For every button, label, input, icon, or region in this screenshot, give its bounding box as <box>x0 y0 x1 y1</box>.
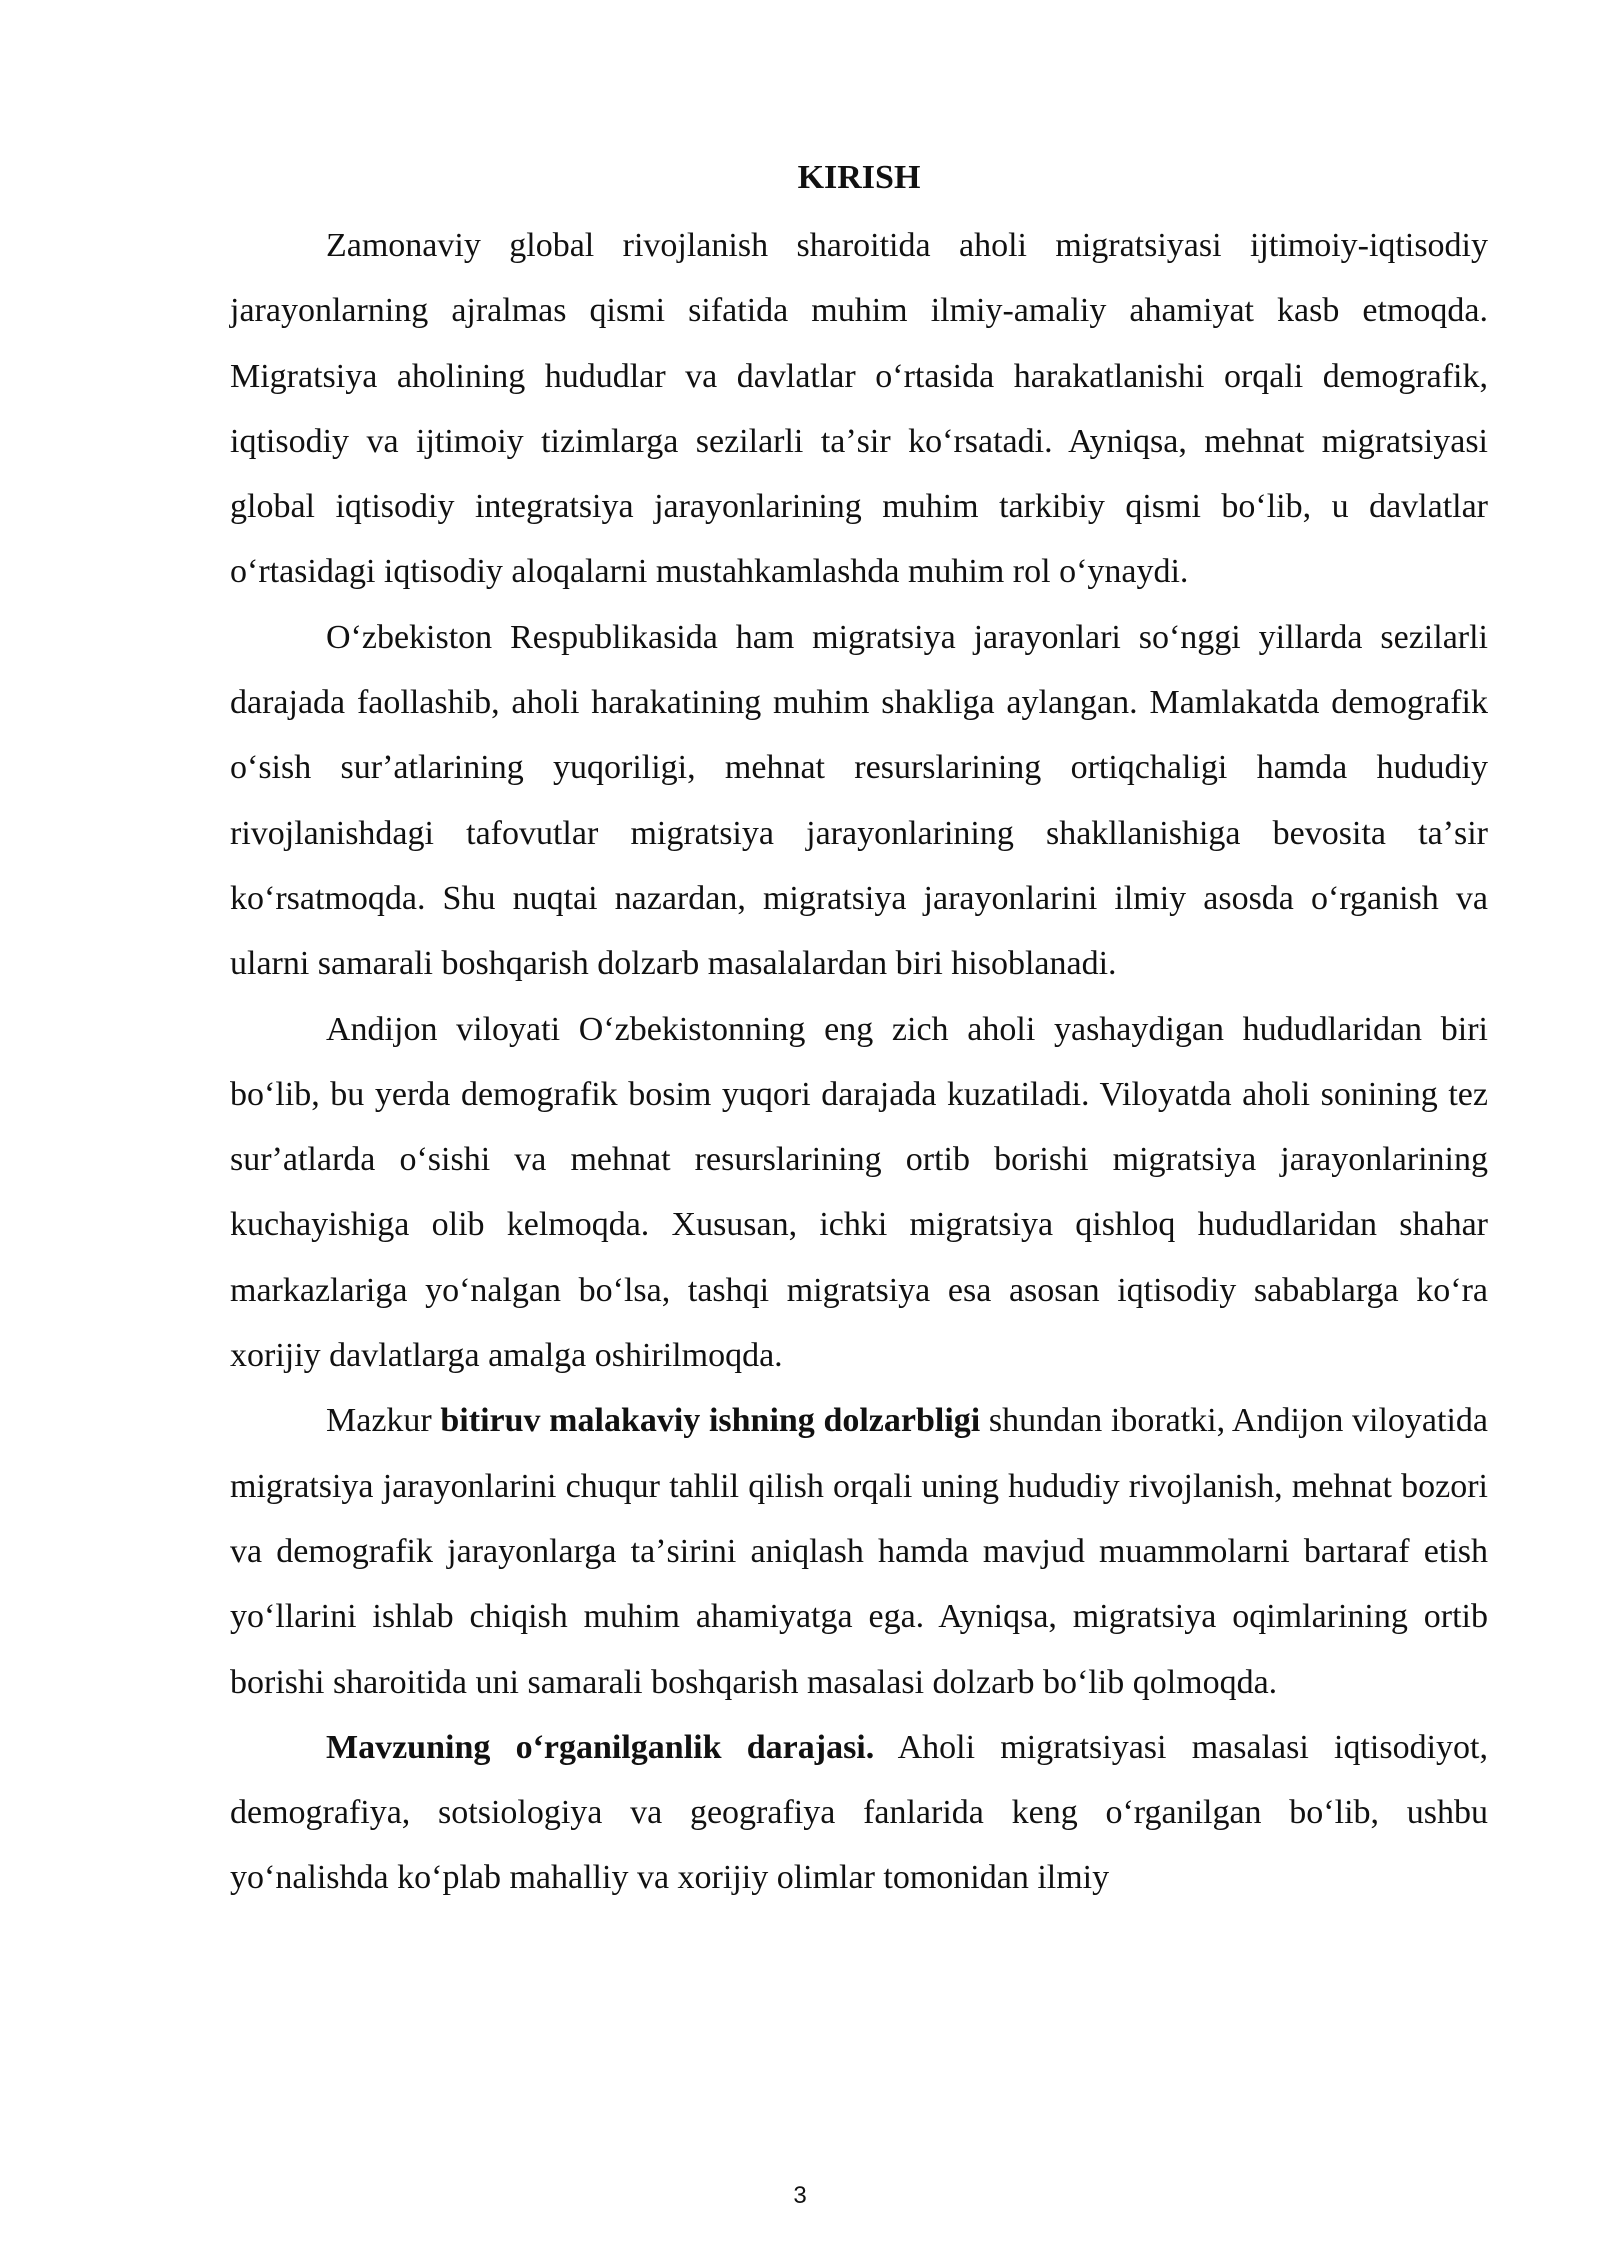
paragraph-4-rest: shundan iboratki, Andijon viloyatida migratsiya jarayonlarini chuqur tahlil qilish orqali uning hududiy rivojlanish, mehnat bozori va demografik jarayonlarga taʼsirini aniqlash hamda mavjud muammolarni bartaraf etish yoʻllarini ishlab chiqish muhim ahamiyatga ega. Ayniqsa, migratsiya oqimlarining ortib borishi sharoitida uni samarali boshqarish masalasi dolzarb boʻlib qolmoqda. <box>230 1402 1488 1701</box>
paragraph-5-rest: Aholi migratsiyasi masalasi iqtisodiyot, demografiya, sotsiologiya va geografiya fanlarida keng oʻrganilgan boʻlib, ushbu yoʻnalishda koʻplab mahalliy va xorijiy olimlar tomonidan ilmiy <box>230 1728 1488 1897</box>
paragraph-5-bold-heading: Mavzuning oʻrganilganlik darajasi. <box>326 1728 875 1766</box>
paragraph-4-lead: Mazkur <box>326 1402 441 1440</box>
paragraph-4-bold-term: bitiruv malakaviy ishning dolzarbligi <box>440 1402 981 1440</box>
paragraph-4 <box>230 1388 1488 1714</box>
page-number: 3 <box>793 2182 807 2209</box>
section-title: KIRISH <box>797 159 921 196</box>
paragraph-3: Andijon viloyati Oʻzbekistonning eng zich aholi yashaydigan hududlaridan biri boʻlib, bu yerda demografik bosim yuqori darajada kuzatiladi. Viloyatda aholi sonining tez surʼatlarda oʻsishi va mehnat resurslarining ortib borishi migratsiya jarayonlarining kuchayishiga olib kelmoqda. Xususan, ichki migratsiya qishloq hududlaridan shahar markazlariga yoʻnalgan boʻlsa, tashqi migratsiya esa asosan iqtisodiy sabablarga koʻra xorijiy davlatlarga amalga oshirilmoqda. <box>230 1010 1488 1375</box>
paragraph-1: Zamonaviy global rivojlanish sharoitida aholi migratsiyasi ijtimoiy-iqtisodiy jarayonlarning ajralmas qismi sifatida muhim ilmiy-amaliy ahamiyat kasb etmoqda. Migratsiya aholining hududlar va davlatlar oʻrtasida harakatlanishi orqali demografik, iqtisodiy va ijtimoiy tizimlarga sezilarli taʼsir koʻrsatadi. Ayniqsa, mehnat migratsiyasi global iqtisodiy integratsiya jarayonlarining muhim tarkibiy qismi boʻlib, u davlatlar oʻrtasidagi iqtisodiy aloqalarni mustahkamlashda muhim rol oʻynaydi. <box>230 227 1488 591</box>
paragraph-2: Oʻzbekiston Respublikasida ham migratsiya jarayonlari soʻnggi yillarda sezilarli darajada faollashib, aholi harakatining muhim shakliga aylangan. Mamlakatda demografik oʻsish surʼatlarining yuqoriligi, mehnat resurslarining ortiqchaligi hamda hududiy rivojlanishdagi tafovutlar migratsiya jarayonlarining shakllanishiga bevosita taʼsir koʻrsatmoqda. Shu nuqtai nazardan, migratsiya jarayonlarini ilmiy asosda oʻrganish va ularni samarali boshqarish dolzarb masalalardan biri hisoblanadi. <box>230 618 1488 983</box>
page-content <box>230 148 1488 1911</box>
paragraph-5 <box>230 1715 1488 1911</box>
